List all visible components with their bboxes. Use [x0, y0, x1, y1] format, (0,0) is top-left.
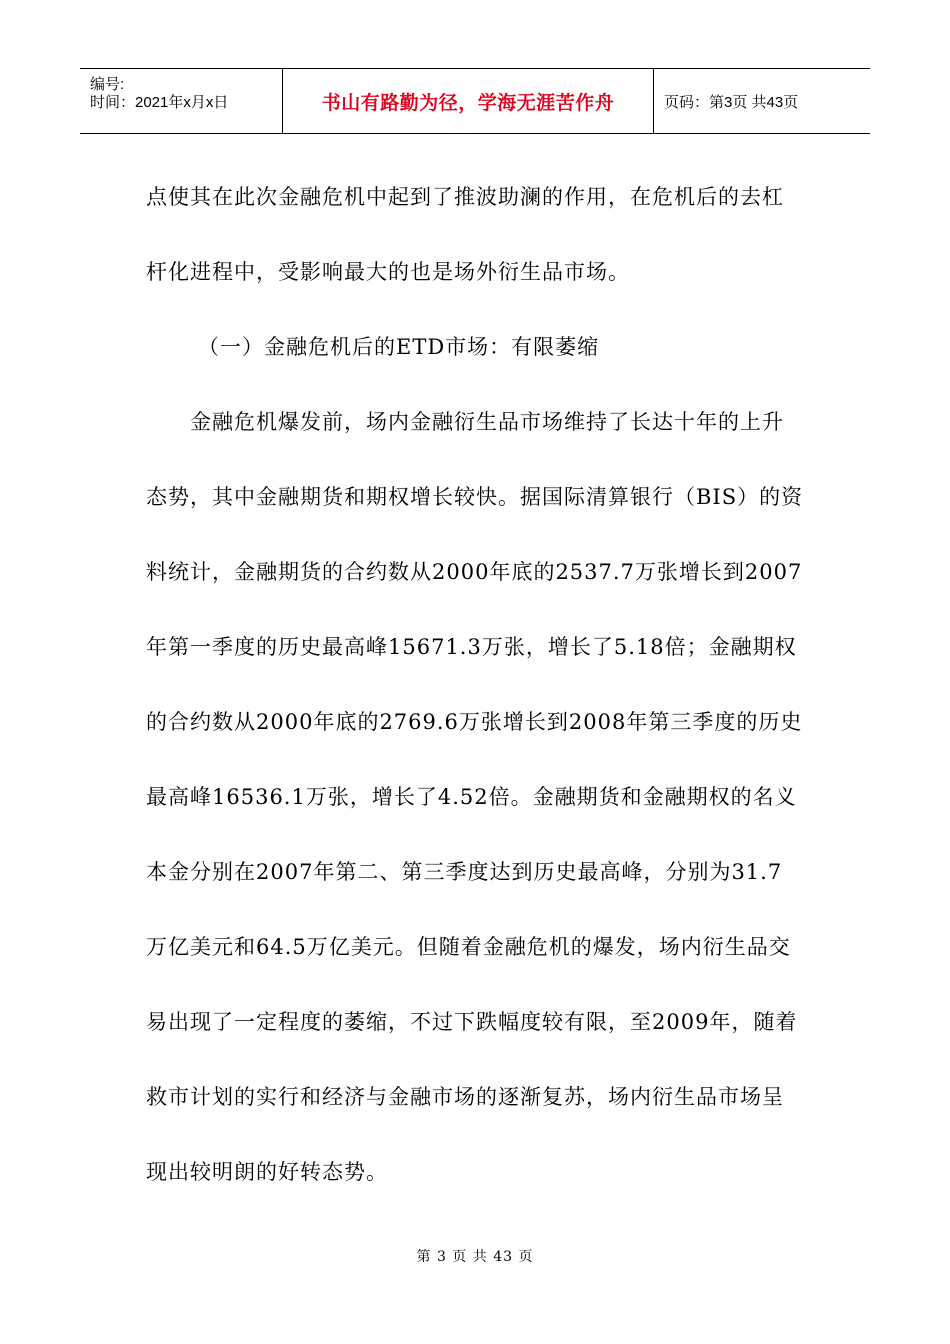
header-motto: 书山有路勤为径，学海无涯苦作舟	[321, 91, 615, 114]
body-line: 态势，其中金融期货和期权增长较快。据国际清算银行（BIS）的资	[146, 485, 804, 509]
header-meta	[80, 69, 282, 133]
body-line: 万亿美元和64.5万亿美元。但随着金融危机的爆发，场内衍生品交	[146, 935, 791, 959]
document-body	[146, 160, 806, 1210]
body-line: 年第一季度的历史最高峰15671.3万张，增长了5.18倍；金融期权	[146, 635, 797, 659]
page-footer: 第 3 页 共 43 页	[416, 1249, 534, 1265]
body-line: 本金分别在2007年第二、第三季度达到历史最高峰，分别为31.7	[146, 860, 783, 884]
body-line: 点使其在此次金融危机中起到了推波助澜的作用，在危机后的去杠	[146, 185, 784, 209]
body-line: 易出现了一定程度的萎缩，不过下跌幅度较有限，至2009年，随着	[146, 1010, 798, 1034]
body-line: 杆化进程中，受影响最大的也是场外衍生品市场。	[146, 260, 630, 284]
header-motto-cell	[282, 69, 654, 133]
body-line: 的合约数从2000年底的2769.6万张增长到2008年第三季度的历史	[146, 710, 803, 734]
body-line: 现出较明朗的好转态势。	[146, 1160, 388, 1184]
page-header	[80, 68, 870, 134]
header-page-info-cell	[654, 69, 870, 133]
body-line: 最高峰16536.1万张，增长了4.52倍。金融期货和金融期权的名义	[146, 785, 797, 809]
body-line: 料统计，金融期货的合约数从2000年底的2537.7万张增长到2007	[146, 560, 803, 584]
document-date: 时间：2021年x月x日	[90, 94, 229, 111]
header-page-info: 页码：第3页 共43页	[664, 93, 799, 111]
document-number-label: 编号:	[90, 76, 125, 93]
body-line: 金融危机爆发前，场内金融衍生品市场维持了长达十年的上升	[190, 410, 784, 434]
body-line: 救市计划的实行和经济与金融市场的逐渐复苏，场内衍生品市场呈	[146, 1085, 784, 1109]
section-heading: （一）金融危机后的ETD市场：有限萎缩	[198, 335, 600, 359]
